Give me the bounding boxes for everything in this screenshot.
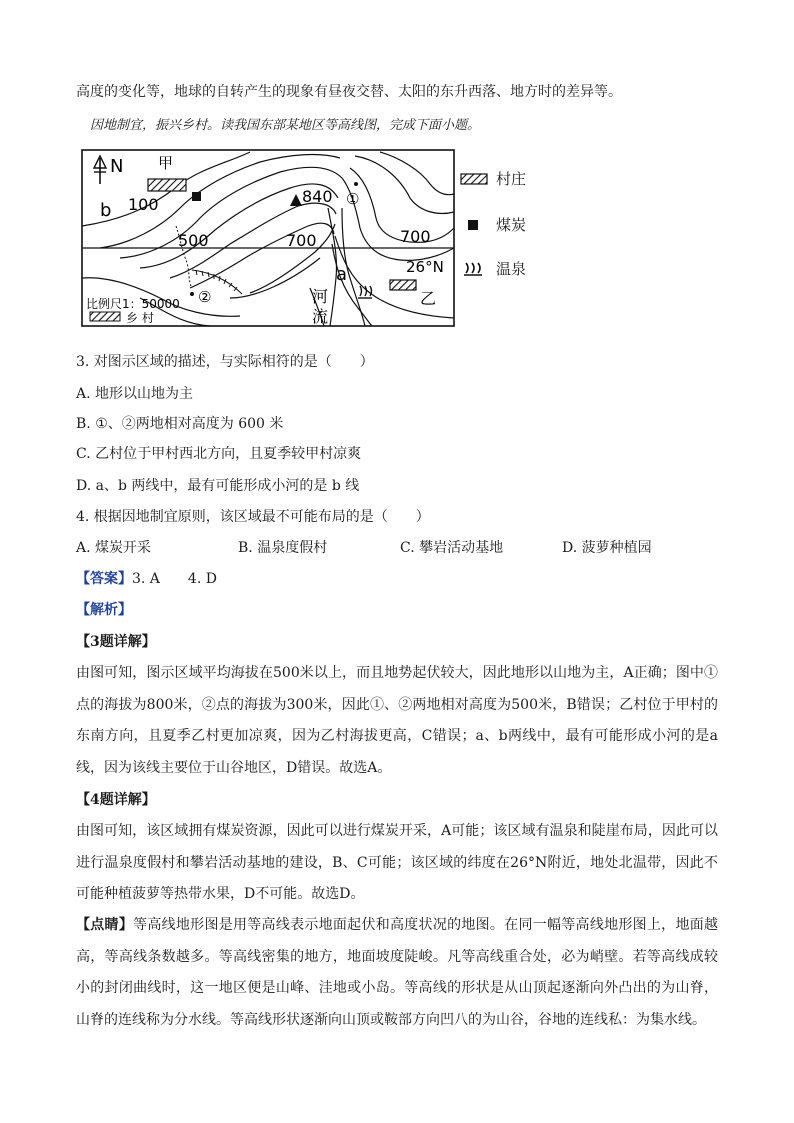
village-yi-label: 乙	[420, 289, 437, 308]
point-2-dot	[190, 292, 194, 296]
answer-label: 【答案】	[76, 571, 132, 587]
q4-option-b: B. 温泉度假村	[238, 540, 328, 556]
q4-stem: 4. 根据因地制宜原则，该区域最不可能布局的是（ ）	[76, 509, 430, 525]
q3-option-b: B. ①、②两地相对高度为 600 米	[76, 416, 284, 432]
river-label-2: 流	[312, 307, 329, 326]
coal-icon	[192, 192, 201, 201]
contour-700-left-label: 700	[286, 231, 317, 250]
legend-hot-spring	[460, 258, 526, 279]
d3-title: 【3题详解】	[76, 634, 156, 650]
q3-option-c: C. 乙村位于甲村西北方向，且夏季较甲村凉爽	[76, 446, 362, 462]
intro-line: 高度的变化等，地球的自转产生的现象有昼夜交替、太阳的东升西落、地方时的差异等。	[76, 84, 622, 100]
river-label-1: 河	[312, 287, 329, 306]
coal-legend-icon	[460, 219, 488, 231]
legend-village	[460, 168, 526, 189]
q3-option-d: D. a、b 两线中，最有可能形成小河的是 b 线	[76, 478, 360, 494]
legend-village-label: 村庄	[496, 170, 527, 188]
hot-spring-legend-icon	[460, 262, 488, 276]
q3-stem: 3. 对图示区域的描述，与实际相符的是（ ）	[76, 354, 374, 370]
q3-option-a: A. 地形以山地为主	[76, 386, 194, 402]
latitude-label: 26°N	[406, 258, 444, 276]
line-b-label: b	[100, 200, 112, 221]
d4-text: 由图可知，该区域拥有煤炭资源，因此可以进行煤炭开采，A可能；该区域有温泉和陡崖布局，因此可以进行温泉度假村和攀岩活动基地的建设，B、C可能；该区域的纬度在26°N附近，地处北温带，因此不可能种植菠萝等热带水果，D不可能。故选D。	[76, 823, 718, 902]
q4-option-c: C. 攀岩活动基地	[400, 540, 504, 556]
legend-coal-label: 煤炭	[496, 216, 527, 234]
point-2-label: ②	[198, 288, 212, 306]
map-legend	[460, 160, 580, 290]
prompt-line: 因地制宜，振兴乡村。读我国东部某地区等高线图，完成下面小题。	[90, 118, 481, 133]
contour-700-right-label: 700	[400, 227, 431, 246]
village-legend-icon	[460, 173, 488, 185]
point-1-label: ①	[346, 190, 360, 208]
north-label: N	[110, 156, 124, 177]
point-1-dot	[354, 182, 358, 186]
tip-label: 【点睛】	[76, 917, 134, 933]
contour-500-label: 500	[178, 231, 209, 250]
tip-paragraph	[76, 910, 718, 1036]
contour-100-label: 100	[128, 195, 159, 214]
tip-text: 等高线地形图是用等高线表示地面起伏和高度状况的地图。在同一幅等高线地形图上，地面越高，等高线条数越多。等高线密集的地方，地面坡度陡峻。凡等高线重合处，必为峭壁。若等高线成较小的封闭曲线时，这一地区便是山峰、洼地或小岛。等高线的形状是从山顶起逐渐向外凸出的为山脊，山脊的连线称为分水线。等高线形状逐渐向山顶或鞍部方向凹八的为山谷，谷地的连线私：为集水线。	[76, 917, 719, 1028]
village-yi-icon	[390, 280, 416, 290]
village-jia-icon	[148, 179, 186, 191]
scale-label: 比例尺1：50000	[86, 297, 180, 311]
q4-option-a: A. 煤炭开采	[76, 540, 152, 556]
rural-label: 乡 村	[126, 311, 154, 325]
contour-map	[80, 148, 456, 328]
legend-hot-spring-label: 温泉	[496, 260, 527, 278]
analysis-label: 【解析】	[76, 602, 132, 618]
d4-title: 【4题详解】	[76, 792, 156, 808]
q4-option-d: D. 菠萝种植园	[562, 540, 652, 556]
d3-text: 由图可知，图示区域平均海拔在500米以上，而且地势起伏较大，因此地形以山地为主，A正确；图中①点的海拔为800米，②点的海拔为300米，因此①、②两地相对高度为500米，B错误；乙村位于甲村的东南方向，且夏季乙村更加凉爽，因为乙村海拔更高，C错误；a、b两线中，最有可能形成小河的是a线，因为该线主要位于山谷地区，D错误。故选A。	[76, 665, 718, 776]
line-a-label: a	[336, 264, 348, 285]
village-jia-label: 甲	[158, 154, 174, 172]
legend-coal	[460, 214, 526, 235]
answer-line	[76, 569, 217, 589]
answer-text: 3. A 4. D	[132, 571, 217, 587]
peak-value: 840	[302, 187, 333, 206]
rural-icon	[90, 312, 120, 321]
